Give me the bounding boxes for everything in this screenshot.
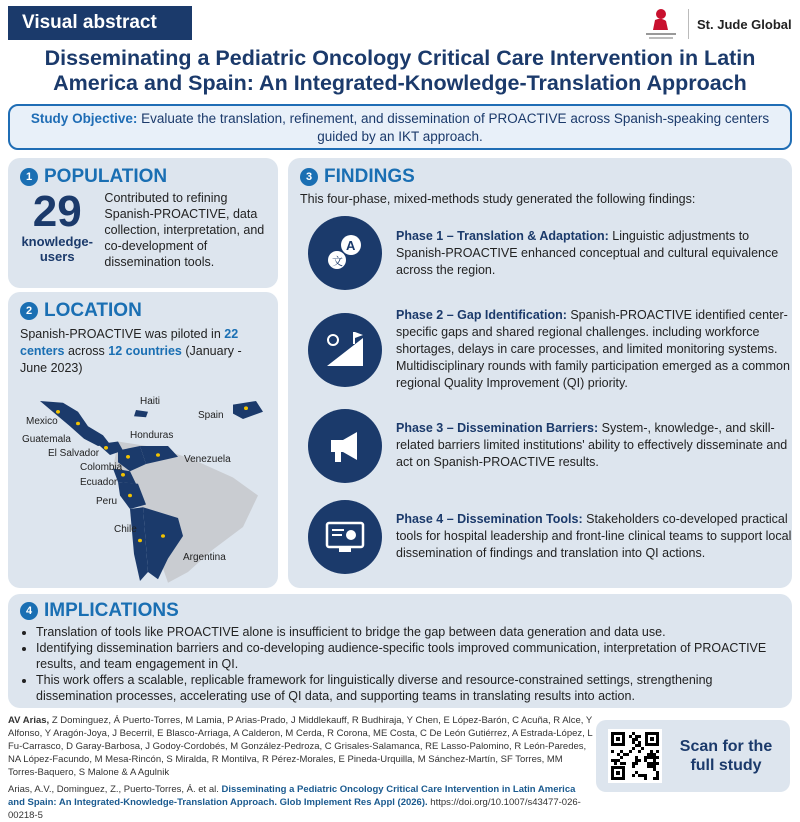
map-label: Chile: [114, 524, 137, 535]
svg-text:文: 文: [332, 255, 343, 269]
findings-intro: This four-phase, mixed-methods study generated the following findings:: [300, 192, 696, 206]
qr-module: [638, 735, 641, 738]
map-label: Spain: [198, 410, 224, 421]
qr-module: [653, 759, 656, 762]
qr-module: [653, 762, 656, 765]
implication-item: • This work offers a scalable, replicable framework for linguistically diverse and resource-constrained settings, strengthening dissemination processes, accelerating use of QI data, and supporting teams in translating results into action.: [36, 672, 780, 704]
qr-module: [614, 762, 617, 765]
map-label: Venezuela: [184, 454, 231, 465]
qr-module: [632, 765, 635, 768]
qr-module: [632, 762, 635, 765]
qr-module: [626, 753, 629, 756]
map-label: Haiti: [140, 396, 161, 407]
qr-module: [620, 762, 623, 765]
qr-module: [656, 750, 659, 753]
qr-module: [656, 777, 659, 780]
svg-text:A: A: [346, 238, 356, 254]
map-label: Ecuador: [80, 477, 118, 488]
qr-module: [650, 756, 653, 759]
implication-item: • Identifying dissemination barriers and co-developing audience-specific tools improved communication, interpretation of PROACTIVE results, and team engagement in QI.: [36, 640, 780, 672]
st-jude-figure-icon: [640, 8, 680, 40]
megaphone-icon: [308, 409, 382, 483]
qr-module: [653, 765, 656, 768]
qr-module: [632, 774, 635, 777]
qr-module: [623, 753, 626, 756]
location-map: [18, 392, 273, 586]
qr-module: [617, 753, 620, 756]
phase-2: Phase 2 – Gap Identification: Spanish-PROACTIVE identified center-specific gaps and shared regional challenges. including workforce shortages, delays in care processes, and limited monitoring systems. Multidisciplinary rounds with family participation emerged as a common regional Quality Improvement (QI) priority.: [308, 307, 793, 392]
scan-label: Scan for the full study: [679, 738, 773, 774]
phase-1: A 文 Phase 1 – Translation & Adaptation: Linguistic adjustments to Spanish-PROACTIVE enhanced conceptual and cultural equivalence across the region.: [308, 216, 793, 290]
qr-module: [656, 756, 659, 759]
objective-text: Evaluate the translation, refinement, and dissemination of PROACTIVE across Spanish-speaking centers guided by an IKT approach.: [137, 111, 770, 144]
qr-module: [635, 738, 638, 741]
qr-module: [644, 774, 647, 777]
qr-module: [647, 756, 650, 759]
qr-module: [638, 750, 641, 753]
qr-module: [611, 759, 614, 762]
findings-heading: 3 FINDINGS: [300, 166, 780, 188]
qr-module: [644, 777, 647, 780]
map-label: Argentina: [183, 552, 226, 563]
qr-module: [638, 759, 641, 762]
qr-module: [653, 768, 656, 771]
logo-text: St. Jude Global: [697, 16, 792, 32]
citation-title-link[interactable]: Disseminating a Pediatric Oncology Critical Care Intervention in Latin America and Spain: An Integrated-Knowledge-Translation Approach. Glob Implement Res Appl (2026).: [8, 784, 576, 808]
qr-module: [629, 750, 632, 753]
qr-module: [614, 759, 617, 762]
location-panel: [8, 292, 278, 588]
map-label: Guatemala: [22, 434, 71, 445]
qr-module: [650, 750, 653, 753]
qr-module: [635, 762, 638, 765]
qr-code-icon[interactable]: [608, 729, 662, 783]
section-number: 1: [20, 168, 38, 186]
location-heading: 2 LOCATION: [20, 300, 266, 322]
qr-module: [644, 759, 647, 762]
study-objective: [8, 104, 792, 150]
computer-tools-icon: [308, 500, 382, 574]
footer-references: [8, 714, 593, 822]
map-label: Colombia: [80, 462, 123, 473]
translation-icon: [308, 216, 382, 290]
objective-label: Study Objective:: [30, 111, 138, 126]
qr-module: [656, 762, 659, 765]
qr-module: [650, 762, 653, 765]
qr-module: [638, 774, 641, 777]
map-label: Peru: [96, 496, 118, 507]
qr-module: [620, 756, 623, 759]
map-label: Honduras: [130, 430, 174, 441]
qr-module: [617, 759, 620, 762]
qr-module: [635, 735, 638, 738]
st-jude-logo: [640, 8, 792, 40]
phases-list: [300, 206, 792, 580]
qr-module: [638, 744, 641, 747]
population-panel: [8, 158, 278, 288]
qr-module: [647, 765, 650, 768]
population-count: 29: [32, 187, 82, 236]
qr-module: [644, 756, 647, 759]
author-list: AV Arias, Z Dominguez, Á Puerto-Torres, M Lamia, P Arias-Prado, J Middlekauff, R Budhiraja, Y Chen, E López-Barón, C Acuña, R Alce, Y Alfonso, Y Aragón-Joya, J Becerril, E Blasco-Arriaga, A Calderon, M Cerda, R Corona, ME Costa, C De León Gutiérrez, A Estrada-López, L Fu-Carrasco, D Garay-Barbosa, J Godoy-Cordobés, M González-Pedroza, C Grisales-Salamanca, RE Lasso-Palomino, R León-Paredes, NA López-Facundo, M Mesa-Rincón, S Miralda, R Montilva, R Pérez-Morales, E Pineda-Urquilla, M Sánchez-Martín, SF Torres, MM Torres-Baquero, S Malone & A Agulnik: [8, 715, 593, 778]
qr-module: [653, 777, 656, 780]
implications-heading: 4 IMPLICATIONS: [20, 600, 780, 622]
implications-panel: [8, 594, 792, 708]
page-title: Disseminating a Pediatric Oncology Critical Care Intervention in Latin America and Spain: An Integrated-Knowledge-Translation Approach: [44, 46, 756, 95]
qr-module: [629, 735, 632, 738]
qr-module: [650, 765, 653, 768]
implication-item: • Translation of tools like PROACTIVE alone is insufficient to bridge the gap between data generation and data use.: [36, 624, 780, 640]
map-label: El Salvador: [48, 448, 100, 459]
qr-module: [653, 753, 656, 756]
section-number: 3: [300, 168, 318, 186]
qr-module: [632, 738, 635, 741]
qr-module: [632, 741, 635, 744]
phase-3: Phase 3 – Dissemination Barriers: System-, knowledge-, and skill-related barriers limited institutions' ability to effectively disseminate and act on Spanish-PROACTIVE results.: [308, 409, 793, 483]
qr-module: [641, 774, 644, 777]
qr-module: [623, 762, 626, 765]
phase-4: Phase 4 – Dissemination Tools: Stakeholders co-developed practical tools for hospital leadership and front-line clinical teams to support local dissemination of findings and translation into QI actions.: [308, 500, 793, 574]
qr-module: [638, 741, 641, 744]
section-number: 2: [20, 302, 38, 320]
qr-module: [632, 732, 635, 735]
qr-module: [611, 750, 614, 753]
citation: Arias, A.V., Dominguez, Z., Puerto-Torres, Á. et al. Disseminating a Pediatric Oncology Critical Care Intervention in Latin America and Spain: An Integrated-Knowledge-Translation Approach. Glob Implement Res Appl (2026). https://doi.org/10.1007/s43477-026-00218-5: [8, 784, 581, 821]
population-heading: 1 POPULATION: [20, 166, 266, 188]
visual-abstract-tag: Visual abstract: [8, 6, 192, 40]
doi-link[interactable]: https://doi.org/10.1007/s43477-026-00218-5: [8, 797, 581, 821]
qr-module: [650, 753, 653, 756]
population-count-label: knowledge-users: [21, 234, 93, 264]
qr-module: [635, 756, 638, 759]
map-label: Mexico: [26, 416, 58, 427]
location-text: Spanish-PROACTIVE was piloted in 22 centers across 12 countries (January - June 2023): [20, 327, 242, 375]
qr-module: [635, 771, 638, 774]
climbing-goal-icon: [308, 313, 382, 387]
qr-module: [632, 747, 635, 750]
qr-module: [656, 771, 659, 774]
qr-module: [653, 756, 656, 759]
qr-module: [620, 750, 623, 753]
qr-module: [635, 744, 638, 747]
qr-box[interactable]: [596, 720, 790, 792]
findings-panel: [288, 158, 792, 588]
section-number: 4: [20, 602, 38, 620]
qr-module: [641, 747, 644, 750]
population-text: Contributed to refining Spanish-PROACTIVE, data collection, interpretation, and co-development of dissemination tools.: [104, 191, 265, 269]
qr-module: [656, 774, 659, 777]
qr-module: [635, 759, 638, 762]
qr-module: [647, 753, 650, 756]
qr-module: [647, 762, 650, 765]
